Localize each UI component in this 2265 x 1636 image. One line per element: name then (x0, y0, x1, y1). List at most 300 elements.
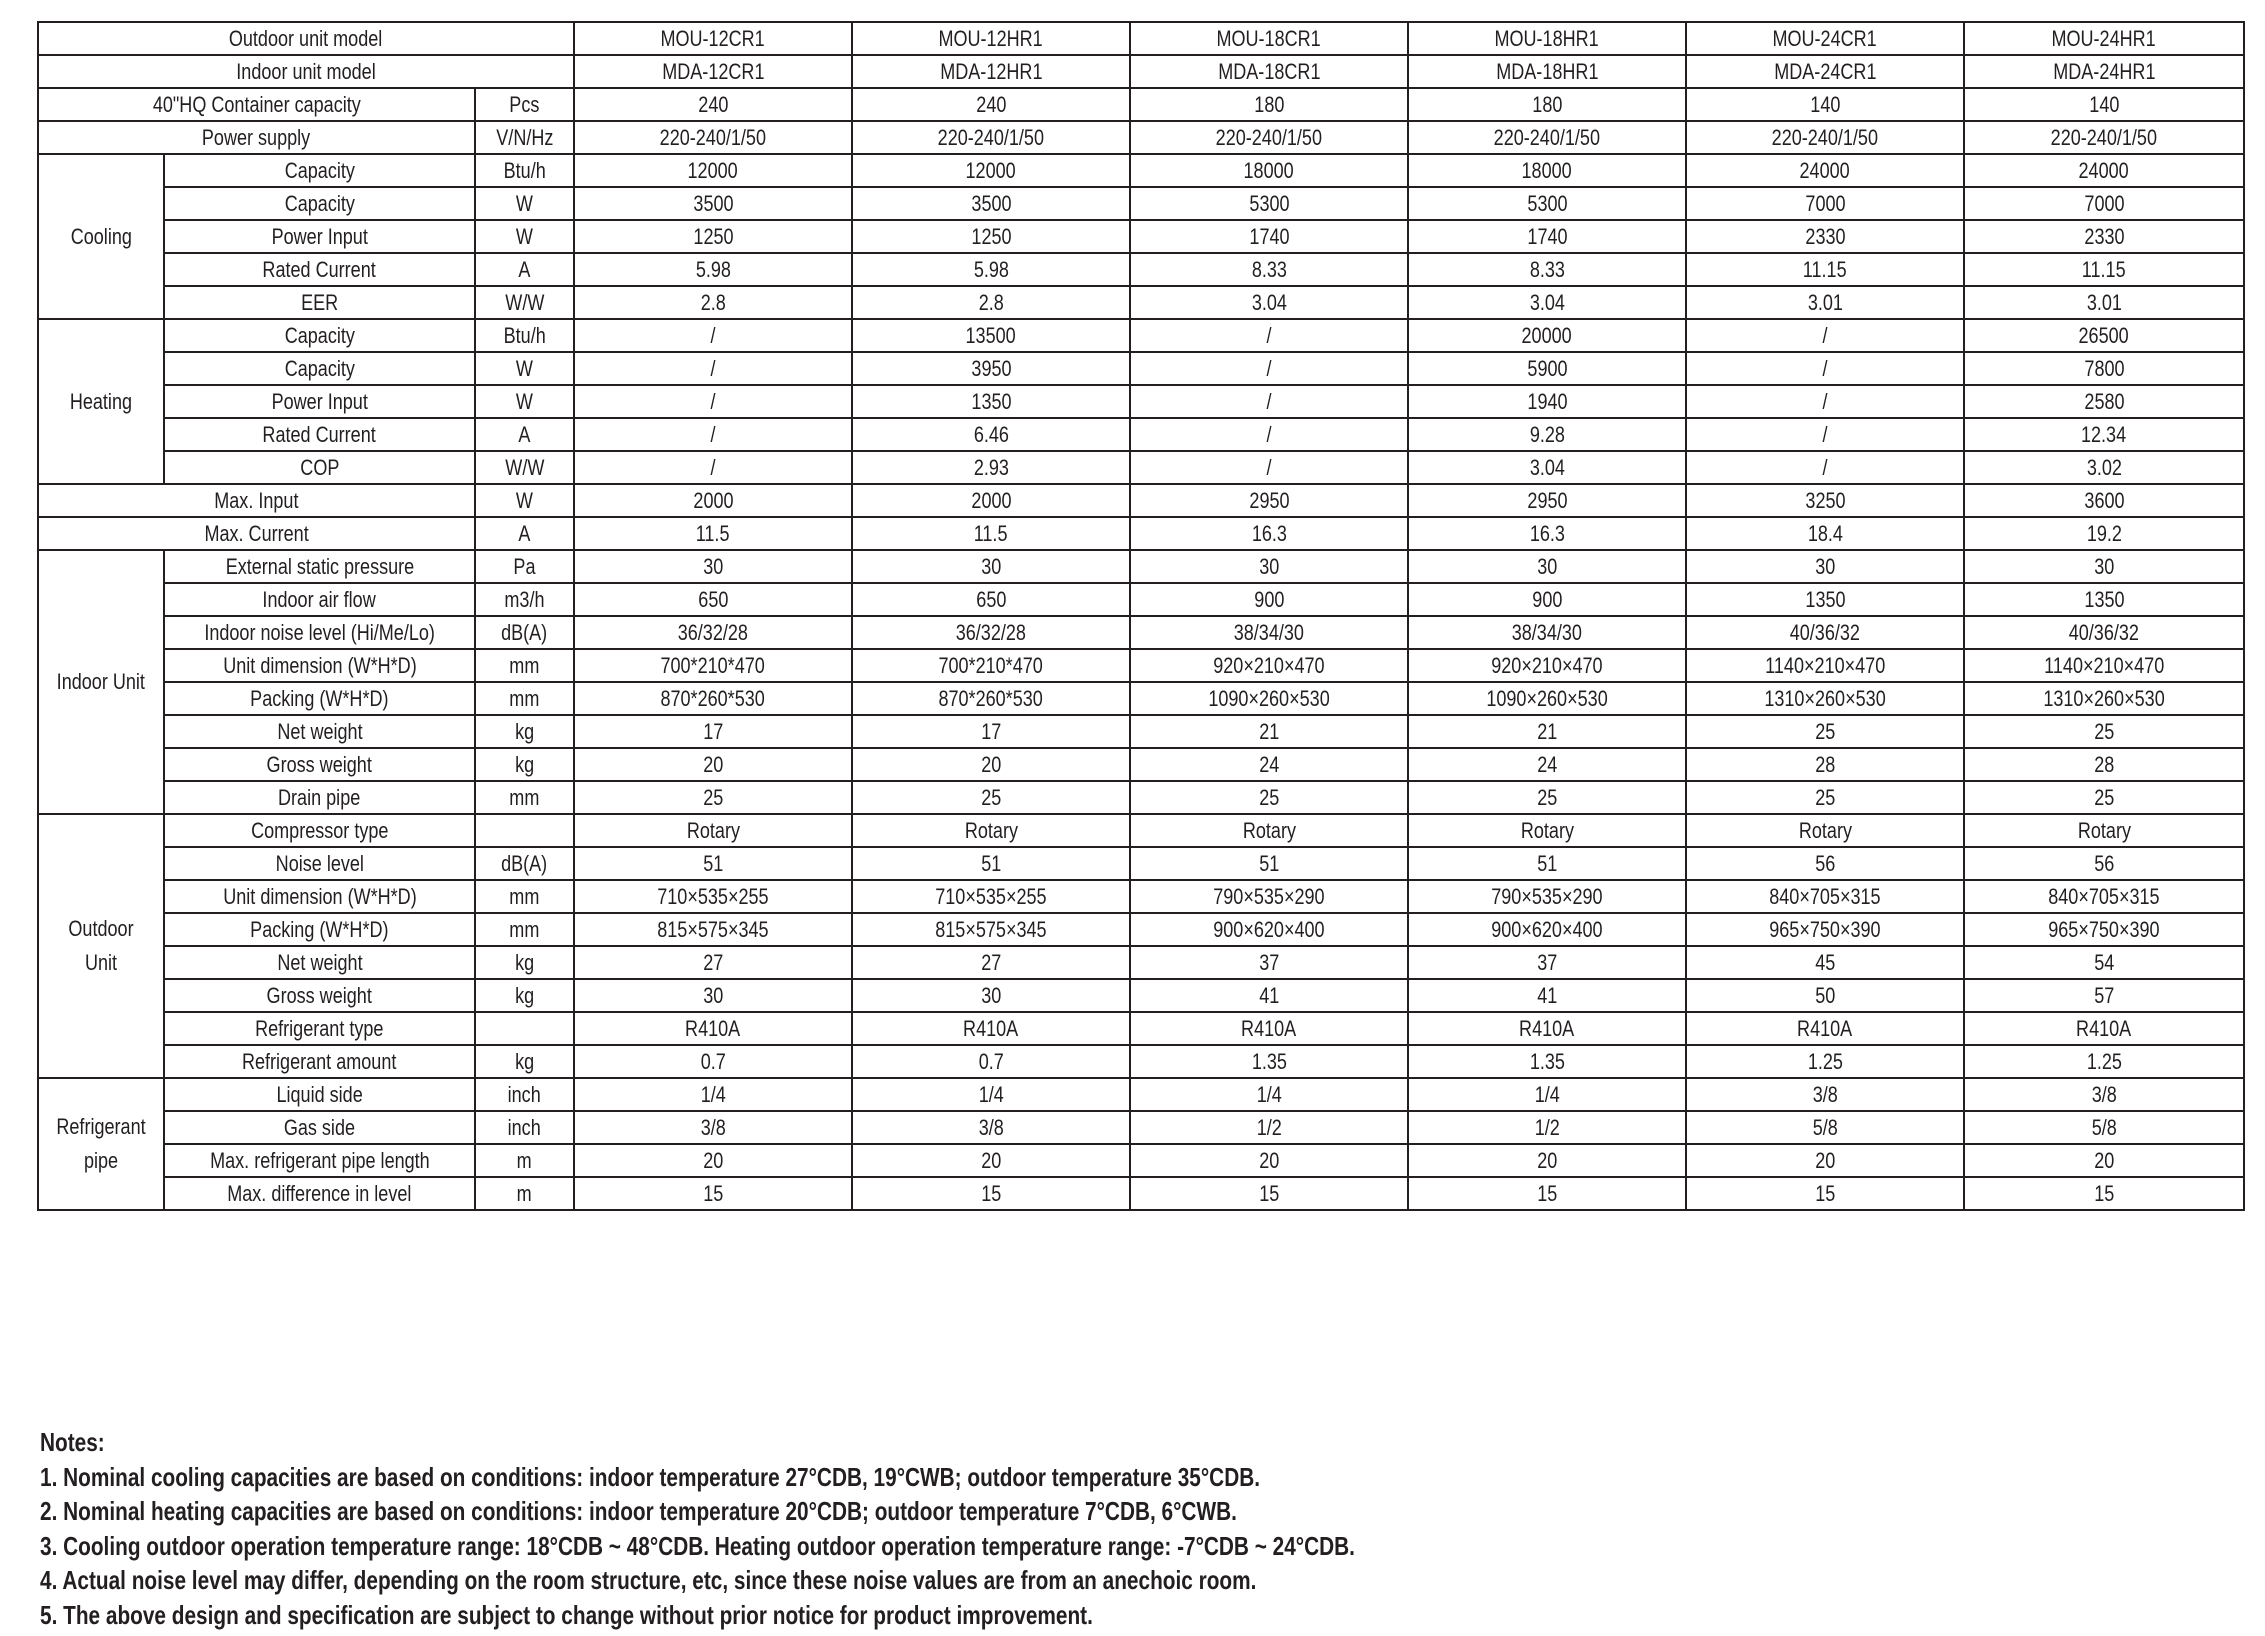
value-cell (574, 979, 852, 1012)
value-cell-text: 24000 (2078, 157, 2130, 183)
value-cell (1686, 253, 1964, 286)
unit-cell (475, 979, 574, 1012)
value-cell-text: 18000 (1243, 157, 1295, 183)
model-cell-text: MOU-12CR1 (660, 25, 766, 51)
value-cell-text: 30 (1258, 553, 1280, 579)
value-cell (1686, 484, 1964, 517)
value-cell (574, 880, 852, 913)
table-row (38, 319, 2244, 352)
row-label-text: Power supply (202, 124, 311, 150)
value-cell (1408, 484, 1686, 517)
value-cell-text: 1/2 (1534, 1114, 1560, 1140)
table-row (38, 1078, 2244, 1111)
value-cell-text: 17 (702, 718, 724, 744)
value-cell (1964, 220, 2244, 253)
value-cell-text: 30 (702, 982, 724, 1008)
value-cell-text: 2.8 (978, 289, 1004, 315)
value-cell (852, 484, 1130, 517)
value-cell (1130, 913, 1408, 946)
value-cell-text: 7000 (2083, 190, 2125, 216)
group-label (38, 154, 164, 319)
value-cell-text: 220-240/1/50 (937, 124, 1045, 150)
value-cell (852, 781, 1130, 814)
specification-table-body (38, 22, 2244, 1210)
value-cell-text: 870*260*530 (660, 685, 766, 711)
table-row (38, 913, 2244, 946)
row-label-text: Refrigerant amount (242, 1048, 397, 1074)
value-cell (1408, 814, 1686, 847)
row-label-text: Power Input (271, 388, 368, 414)
value-cell (1130, 418, 1408, 451)
value-cell-text: 2580 (2083, 388, 2125, 414)
table-row (38, 385, 2244, 418)
value-cell (1408, 319, 1686, 352)
table-row (38, 814, 2244, 847)
value-cell-text: 25 (2093, 784, 2115, 810)
unit-cell-text: W (515, 487, 534, 513)
value-cell (1964, 1078, 2244, 1111)
value-cell-text: R410A (1241, 1015, 1297, 1041)
value-cell (574, 517, 852, 550)
row-label (164, 385, 475, 418)
table-row (38, 253, 2244, 286)
group-label-text: Refrigerant pipe (56, 1114, 146, 1173)
value-cell (1130, 847, 1408, 880)
value-cell (852, 88, 1130, 121)
value-cell (1408, 946, 1686, 979)
value-cell-text: 1740 (1248, 223, 1290, 249)
row-label (164, 451, 475, 484)
value-cell (852, 715, 1130, 748)
value-cell (1408, 781, 1686, 814)
value-cell-text: 25 (2093, 718, 2115, 744)
unit-cell-text: mm (509, 883, 540, 909)
value-cell-text: 8.33 (1529, 256, 1565, 282)
value-cell-text: 15 (1536, 1180, 1558, 1206)
table-row (38, 781, 2244, 814)
value-cell (574, 187, 852, 220)
value-cell-text: 36/32/28 (955, 619, 1027, 645)
value-cell (1408, 517, 1686, 550)
value-cell-text: 7000 (1804, 190, 1846, 216)
value-cell-text: 37 (1258, 949, 1280, 975)
table-row (38, 880, 2244, 913)
specification-table (37, 21, 2245, 1211)
value-cell (852, 550, 1130, 583)
value-cell (1964, 286, 2244, 319)
value-cell (574, 88, 852, 121)
value-cell (1686, 946, 1964, 979)
value-cell (1964, 880, 2244, 913)
value-cell-text: 30 (980, 982, 1002, 1008)
value-cell (1130, 385, 1408, 418)
row-label-text: Gross weight (266, 751, 373, 777)
outdoor-model-row (38, 22, 2244, 55)
value-cell-text: 965×750×390 (1769, 916, 1881, 942)
value-cell-text: 5300 (1526, 190, 1568, 216)
value-cell-text: 650 (975, 586, 1007, 612)
value-cell-text: 1090×260×530 (1208, 685, 1330, 711)
group-label (38, 550, 164, 814)
value-cell (1686, 220, 1964, 253)
value-cell (1408, 253, 1686, 286)
value-cell-text: 7800 (2083, 355, 2125, 381)
group-label-text: Heating (69, 388, 133, 414)
value-cell (574, 814, 852, 847)
value-cell-text: 220-240/1/50 (2050, 124, 2158, 150)
row-label-text: Capacity (284, 355, 355, 381)
value-cell-text: 700*210*470 (938, 652, 1044, 678)
model-cell (1964, 22, 2244, 55)
table-row (38, 979, 2244, 1012)
value-cell (1130, 880, 1408, 913)
value-cell-text: 20 (980, 751, 1002, 777)
value-cell (574, 154, 852, 187)
value-cell (1686, 1177, 1964, 1210)
row-label (164, 187, 475, 220)
value-cell (1130, 220, 1408, 253)
value-cell-text: / (1266, 388, 1272, 414)
value-cell-text: 17 (980, 718, 1002, 744)
value-cell (1964, 715, 2244, 748)
value-cell (1130, 319, 1408, 352)
model-cell-text: MDA-18CR1 (1217, 58, 1321, 84)
model-cell-text: MOU-24CR1 (1772, 25, 1878, 51)
table-row (38, 1177, 2244, 1210)
value-cell (574, 946, 852, 979)
value-cell-text: 15 (2093, 1180, 2115, 1206)
value-cell-text: 5300 (1248, 190, 1290, 216)
value-cell (1408, 187, 1686, 220)
value-cell-text: 180 (1253, 91, 1285, 117)
value-cell (1686, 814, 1964, 847)
value-cell-text: 5900 (1526, 355, 1568, 381)
value-cell (1130, 946, 1408, 979)
value-cell (574, 121, 852, 154)
table-row (38, 748, 2244, 781)
value-cell-text: 0.7 (978, 1048, 1004, 1074)
notes-title: Notes: (40, 1427, 105, 1457)
value-cell (1686, 847, 1964, 880)
value-cell-text: 51 (980, 850, 1002, 876)
value-cell-text: 3500 (692, 190, 734, 216)
unit-cell (475, 715, 574, 748)
value-cell-text: / (1266, 421, 1272, 447)
unit-cell (475, 352, 574, 385)
value-cell (1964, 451, 2244, 484)
value-cell-text: 2000 (692, 487, 734, 513)
value-cell-text: 180 (1531, 91, 1563, 117)
row-label (164, 1177, 475, 1210)
table-row (38, 616, 2244, 649)
notes-section (40, 1425, 2220, 1632)
model-cell (1686, 55, 1964, 88)
value-cell (1964, 946, 2244, 979)
value-cell-text: R410A (1797, 1015, 1853, 1041)
value-cell-text: 1140×210×470 (1764, 652, 1886, 678)
unit-cell (475, 814, 574, 847)
value-cell (1130, 1012, 1408, 1045)
table-row (38, 715, 2244, 748)
row-label (164, 1045, 475, 1078)
value-cell-text: 1090×260×530 (1486, 685, 1608, 711)
value-cell-text: 30 (980, 553, 1002, 579)
value-cell-text: 40/36/32 (2068, 619, 2140, 645)
value-cell-text: 1/4 (1534, 1081, 1560, 1107)
value-cell (1964, 1012, 2244, 1045)
value-cell (1408, 1012, 1686, 1045)
value-cell (1686, 979, 1964, 1012)
value-cell-text: 3.02 (2086, 454, 2122, 480)
value-cell-text: / (1822, 388, 1828, 414)
value-cell (852, 220, 1130, 253)
value-cell (1964, 979, 2244, 1012)
value-cell-text: 1/4 (1256, 1081, 1282, 1107)
value-cell (1130, 1111, 1408, 1144)
unit-cell (475, 1144, 574, 1177)
unit-cell-text: dB(A) (501, 850, 548, 876)
value-cell-text: 815×575×345 (657, 916, 769, 942)
value-cell (852, 946, 1130, 979)
value-cell (852, 1144, 1130, 1177)
value-cell-text: 220-240/1/50 (1771, 124, 1879, 150)
value-cell-text: 2950 (1248, 487, 1290, 513)
value-cell-text: 24000 (1799, 157, 1851, 183)
value-cell-text: 3.01 (2086, 289, 2122, 315)
value-cell (1964, 781, 2244, 814)
value-cell (1408, 550, 1686, 583)
value-cell (1686, 418, 1964, 451)
value-cell-text: R410A (1519, 1015, 1575, 1041)
model-cell-text: MDA-12HR1 (939, 58, 1043, 84)
value-cell (1130, 781, 1408, 814)
value-cell-text: 20 (1536, 1147, 1558, 1173)
model-cell-text: MDA-24CR1 (1773, 58, 1877, 84)
value-cell (852, 286, 1130, 319)
model-cell-text: MDA-18HR1 (1495, 58, 1599, 84)
value-cell-text: 15 (702, 1180, 724, 1206)
row-label-text: Capacity (284, 190, 355, 216)
value-cell (852, 748, 1130, 781)
value-cell (1964, 616, 2244, 649)
value-cell (574, 649, 852, 682)
value-cell-text: 56 (1814, 850, 1836, 876)
value-cell (1964, 352, 2244, 385)
value-cell (1964, 550, 2244, 583)
unit-cell (475, 517, 574, 550)
value-cell-text: / (710, 355, 716, 381)
unit-cell (475, 154, 574, 187)
value-cell (1686, 319, 1964, 352)
row-label-text: Indoor air flow (262, 586, 377, 612)
value-cell (1130, 517, 1408, 550)
unit-cell-text: kg (514, 751, 535, 777)
value-cell (574, 1144, 852, 1177)
value-cell (1408, 1078, 1686, 1111)
table-row (38, 220, 2244, 253)
value-cell (1130, 715, 1408, 748)
value-cell-text: 3.04 (1251, 289, 1287, 315)
row-label (164, 1012, 475, 1045)
value-cell (1130, 451, 1408, 484)
value-cell (1408, 649, 1686, 682)
value-cell (1964, 319, 2244, 352)
value-cell-text: / (1266, 322, 1272, 348)
unit-cell-text: mm (509, 784, 540, 810)
unit-cell (475, 286, 574, 319)
value-cell-text: 2330 (2083, 223, 2125, 249)
row-label-text: Rated Current (262, 256, 377, 282)
row-label (38, 22, 574, 55)
value-cell (852, 1045, 1130, 1078)
value-cell (1686, 1045, 1964, 1078)
value-cell-text: 38/34/30 (1233, 619, 1305, 645)
value-cell-text: 19.2 (2086, 520, 2122, 546)
value-cell-text: 50 (1814, 982, 1836, 1008)
value-cell-text: / (1266, 355, 1272, 381)
value-cell (1130, 154, 1408, 187)
unit-cell-text: W/W (504, 454, 545, 480)
value-cell-text: 5.98 (973, 256, 1009, 282)
value-cell (1408, 616, 1686, 649)
value-cell (1408, 121, 1686, 154)
row-label-text: Gas side (283, 1114, 356, 1140)
note-item: 2. Nominal heating capacities are based on conditions: indoor temperature 20°CDB; outdoor temperature 7°CDB, 6°CWB. (40, 1496, 1237, 1526)
value-cell (574, 319, 852, 352)
unit-cell-text: Pa (513, 553, 536, 579)
value-cell (1130, 1177, 1408, 1210)
value-cell-text: 2.8 (700, 289, 726, 315)
value-cell-text: 12000 (965, 157, 1017, 183)
value-cell-text: 11.5 (974, 520, 1008, 546)
value-cell (1130, 583, 1408, 616)
value-cell (1130, 484, 1408, 517)
value-cell (574, 781, 852, 814)
value-cell-text: 1.35 (1251, 1048, 1287, 1074)
value-cell-text: 25 (1814, 718, 1836, 744)
value-cell-text: 25 (1536, 784, 1558, 810)
unit-cell (475, 583, 574, 616)
value-cell-text: 3.01 (1807, 289, 1843, 315)
value-cell-text: 5/8 (2091, 1114, 2117, 1140)
row-label-text: Max. Input (214, 487, 299, 513)
value-cell-text: 3950 (970, 355, 1012, 381)
value-cell-text: 3250 (1804, 487, 1846, 513)
unit-cell-text: m (516, 1180, 533, 1206)
value-cell (1130, 550, 1408, 583)
value-cell-text: 15 (1258, 1180, 1280, 1206)
row-label (164, 253, 475, 286)
row-label-text: Noise level (275, 850, 364, 876)
row-label (164, 682, 475, 715)
unit-cell-text: kg (514, 1048, 535, 1074)
model-cell (1408, 55, 1686, 88)
unit-cell-text: W (515, 388, 534, 414)
value-cell-text: 20000 (1521, 322, 1573, 348)
row-label (164, 1111, 475, 1144)
table-row (38, 946, 2244, 979)
unit-cell (475, 1045, 574, 1078)
value-cell (852, 154, 1130, 187)
unit-cell (475, 880, 574, 913)
value-cell-text: 30 (1536, 553, 1558, 579)
value-cell (1964, 1111, 2244, 1144)
value-cell (1130, 286, 1408, 319)
value-cell-text: 30 (702, 553, 724, 579)
value-cell (1964, 418, 2244, 451)
value-cell-text: 1310×260×530 (1764, 685, 1886, 711)
group-label-text: Cooling (70, 223, 132, 249)
model-cell (574, 22, 852, 55)
value-cell-text: 1/4 (978, 1081, 1004, 1107)
value-cell (1130, 88, 1408, 121)
row-label (164, 847, 475, 880)
value-cell-text: 710×535×255 (935, 883, 1047, 909)
value-cell-text: 8.33 (1251, 256, 1287, 282)
value-cell-text: 900 (1253, 586, 1285, 612)
value-cell-text: 41 (1258, 982, 1280, 1008)
value-cell-text: 1.35 (1529, 1048, 1565, 1074)
value-cell-text: 3/8 (978, 1114, 1004, 1140)
value-cell-text: 11.15 (2082, 256, 2126, 282)
row-label-text: Packing (W*H*D) (250, 685, 389, 711)
value-cell-text: 36/32/28 (677, 619, 749, 645)
row-label (164, 781, 475, 814)
value-cell-text: 25 (980, 784, 1002, 810)
row-label (38, 55, 574, 88)
model-cell-text: MOU-24HR1 (2051, 25, 2157, 51)
value-cell (852, 517, 1130, 550)
value-cell-text: / (710, 388, 716, 414)
value-cell (1964, 484, 2244, 517)
value-cell (574, 682, 852, 715)
table-row (38, 649, 2244, 682)
value-cell-text: 965×750×390 (2048, 916, 2160, 942)
value-cell (1964, 748, 2244, 781)
row-label (164, 748, 475, 781)
value-cell-text: 900×620×400 (1491, 916, 1603, 942)
value-cell-text: 11.15 (1803, 256, 1847, 282)
row-label-text: EER (300, 289, 339, 315)
row-label (164, 352, 475, 385)
value-cell-text: 900 (1531, 586, 1563, 612)
value-cell-text: 920×210×470 (1491, 652, 1603, 678)
table-row (38, 550, 2244, 583)
value-cell (1130, 748, 1408, 781)
note-item: 1. Nominal cooling capacities are based on conditions: indoor temperature 27°CDB, 19°CWB; outdoor temperature 35°CDB. (40, 1461, 1261, 1492)
value-cell (1408, 1111, 1686, 1144)
value-cell-text: 51 (702, 850, 724, 876)
value-cell-text: 9.28 (1529, 421, 1565, 447)
value-cell (1686, 715, 1964, 748)
row-label-text: Indoor noise level (Hi/Me/Lo) (204, 619, 435, 645)
value-cell-text: 38/34/30 (1511, 619, 1583, 645)
value-cell (852, 814, 1130, 847)
value-cell-text: 20 (702, 751, 724, 777)
model-cell (852, 55, 1130, 88)
table-row (38, 1144, 2244, 1177)
value-cell (574, 550, 852, 583)
value-cell-text: 20 (1814, 1147, 1836, 1173)
value-cell (1964, 154, 2244, 187)
row-label (164, 616, 475, 649)
value-cell-text: 790×535×290 (1213, 883, 1325, 909)
model-cell (574, 55, 852, 88)
value-cell (1686, 286, 1964, 319)
value-cell-text: 37 (1536, 949, 1558, 975)
value-cell-text: 13500 (965, 322, 1017, 348)
value-cell-text: Rotary (686, 817, 740, 843)
